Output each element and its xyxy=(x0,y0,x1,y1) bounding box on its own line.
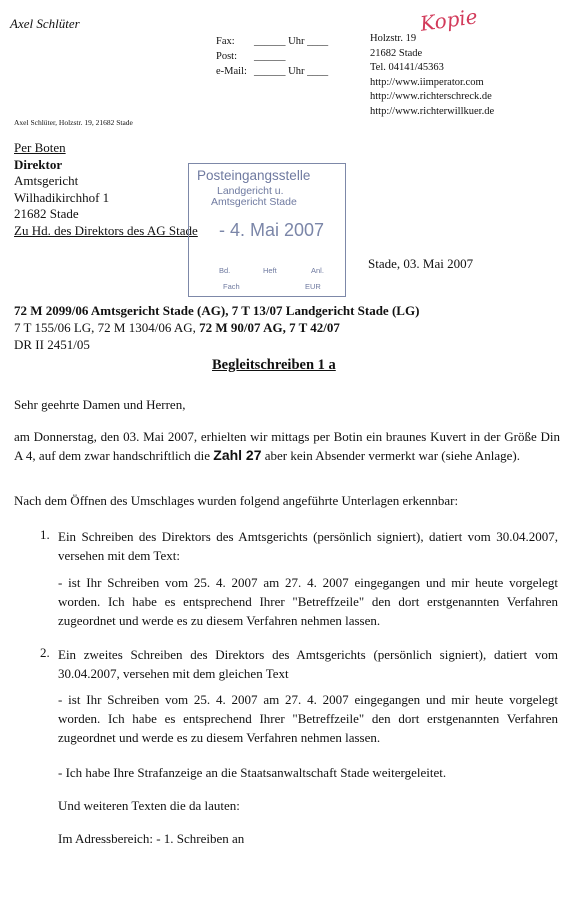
zahl-27: Zahl 27 xyxy=(213,447,262,463)
recipient-court: Amtsgericht xyxy=(14,173,79,188)
reference-line-2a: 7 T 155/06 LG, 72 M 1304/06 AG, xyxy=(14,320,200,335)
item-2-more: Und weiteren Texten die da lauten: xyxy=(58,798,240,813)
place-date: Stade, 03. Mai 2007 xyxy=(368,256,474,271)
email-blank-time: ____ xyxy=(307,66,329,77)
sender-name: Axel Schlüter xyxy=(10,16,80,31)
stamp-date: - 4. Mai 2007 xyxy=(219,220,325,240)
reference-line-3: DR II 2451/05 xyxy=(14,337,90,352)
item-1-text: Ein Schreiben des Direktors des Amtsgerichts (persönlich signiert), datiert vom 30.04.2007, versehen mit dem Text: xyxy=(58,529,558,563)
item-2-number: 2. xyxy=(40,645,50,660)
fax-blank-time: ____ xyxy=(307,36,329,47)
item-2-quote: - ist Ihr Schreiben vom 25. 4. 2007 am 27. 4. 2007 eingegangen und mir heute vorgelegt worden. Ich habe es entsprechend Ihrer "Betreffzeile" den dort erstgenannten Verfahren zugeordnet und werde es zu diesem Verfahren nehmen lassen. xyxy=(58,692,558,745)
sender-city: 21682 Stade xyxy=(370,47,423,59)
reference-numbers xyxy=(14,302,419,353)
stamp-heft: Heft xyxy=(263,266,277,275)
email-uhr: Uhr xyxy=(288,66,305,77)
salutation: Sehr geehrte Damen und Herren, xyxy=(14,397,186,412)
fax-label: Fax: xyxy=(216,36,235,47)
post-blank: ______ xyxy=(254,51,286,62)
post-row xyxy=(216,49,328,64)
item-1-number: 1. xyxy=(40,527,50,542)
stamp-bd: Bd. xyxy=(219,266,231,275)
stamp-anl: Anl. xyxy=(311,266,324,275)
fax-uhr: Uhr xyxy=(288,36,305,47)
reference-line-1: 72 M 2099/06 Amtsgericht Stade (AG), 7 T 13/07 Landgericht Stade (LG) xyxy=(14,303,420,318)
email-label: e-Mail: xyxy=(216,66,247,77)
fax-blank: ______ xyxy=(254,36,286,47)
paragraph-1 xyxy=(14,427,560,465)
stamp-fach: Fach xyxy=(223,282,240,291)
reference-line-2 xyxy=(14,319,419,336)
kopie-handwritten-note: Kopie xyxy=(418,4,479,36)
delivery-method: Per Boten xyxy=(14,140,66,155)
stamp-line-2: Landgericht u. xyxy=(217,185,284,197)
sender-url-2[interactable]: http://www.richterschreck.de xyxy=(370,91,492,102)
recipient-city: 21682 Stade xyxy=(14,206,79,221)
paragraph-2: Nach dem Öffnen des Umschlages wurden folgend angeführte Unterlagen erkennbar: xyxy=(14,493,459,508)
sender-url-1[interactable]: http://www.iimperator.com xyxy=(370,76,484,88)
item-1-quote: - ist Ihr Schreiben vom 25. 4. 2007 am 27. 4. 2007 eingegangen und mir heute vorgelegt worden. Ich habe es entsprechend Ihrer "Betreffzeile" den dort erstgenannten Verfahren zugeordnet und werde es zu diesem Verfahren nehmen lassen. xyxy=(58,575,558,628)
receipt-stamp xyxy=(188,163,346,297)
item-2-text: Ein zweites Schreiben des Direktors des Amtsgerichts (persönlich signiert), datiert vom 30.04.2007, versehen mit dem gleichen Text xyxy=(58,647,558,681)
email-row xyxy=(216,64,328,79)
recipient-attn: Zu Hd. des Direktors des AG Stade xyxy=(14,222,198,238)
sender-address xyxy=(370,32,494,119)
document-title: Begleitschreiben 1 a xyxy=(212,357,336,373)
post-label: Post: xyxy=(216,51,238,62)
paragraph-1-part-a: am Donnerstag, den 03. Mai 2007, erhielten wir mittags per Botin ein braunes Kuvert in der Größe Din A 4, auf dem zwar handschriftlich die xyxy=(14,429,560,463)
sender-url-3[interactable]: http://www.richterwillkuer.de xyxy=(370,105,495,117)
recipient-street: Wilhadikirchhof 1 xyxy=(14,189,110,205)
sender-phone: Tel. 04141/45363 xyxy=(370,62,444,73)
return-address-line: Axel Schlüter, Holzstr. 19, 21682 Stade xyxy=(14,118,133,127)
stamp-line-3: Amtsgericht Stade xyxy=(211,196,297,208)
recipient-block xyxy=(14,140,198,239)
stamp-eur: EUR xyxy=(305,282,321,291)
item-2-quote-2: - Ich habe Ihre Strafanzeige an die Staatsanwaltschaft Stade weitergeleitet. xyxy=(58,765,447,780)
email-blank: ______ xyxy=(254,66,286,77)
item-2-address-area: Im Adressbereich: - 1. Schreiben an xyxy=(58,831,245,846)
recipient-title: Direktor xyxy=(14,156,63,172)
reference-line-2b: 72 M 90/07 AG, 7 T 42/07 xyxy=(199,320,340,335)
fax-row xyxy=(216,34,328,49)
contact-form-block xyxy=(216,34,328,79)
sender-street: Holzstr. 19 xyxy=(370,33,417,44)
paragraph-1-part-b: aber kein Absender vermerkt war (siehe Anlage). xyxy=(264,448,520,463)
stamp-line-1: Posteingangsstelle xyxy=(197,168,311,183)
